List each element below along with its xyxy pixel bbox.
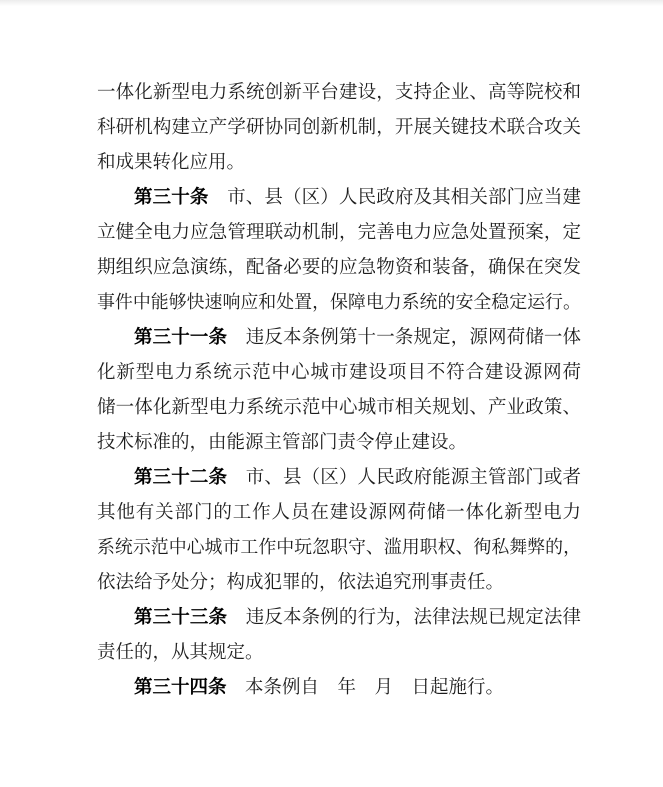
text-line — [97, 320, 581, 355]
text-line — [97, 355, 581, 390]
text-line — [97, 565, 581, 600]
line-text: 其他有关部门的工作人员在建设源网荷储一体化新型电力 — [97, 502, 581, 523]
line-text: 和成果转化应用。 — [97, 152, 246, 173]
text-line — [97, 495, 581, 530]
article-number: 第三十条 — [134, 187, 209, 208]
text-line — [97, 635, 581, 670]
line-text: 立健全电力应急管理联动机制，完善电力应急处置预案，定 — [97, 222, 581, 243]
text-line — [97, 600, 581, 635]
line-text: 违反本条例的行为，法律法规已规定法律 — [227, 607, 581, 628]
text-line — [97, 460, 581, 495]
line-text: 化新型电力系统示范中心城市建设项目不符合建设源网荷 — [97, 362, 581, 383]
line-text: 事件中能够快速响应和处置，保障电力系统的安全稳定运行。 — [97, 292, 581, 313]
line-text: 市、县（区）人民政府及其相关部门应当建 — [208, 187, 581, 208]
line-text: 储一体化新型电力系统示范中心城市相关规划、产业政策、 — [97, 397, 581, 418]
line-text: 违反本条例第十一条规定，源网荷储一体 — [227, 327, 581, 348]
document-text-block — [97, 75, 581, 705]
line-text: 市、县（区）人民政府能源主管部门或者 — [227, 467, 581, 488]
text-line — [97, 425, 581, 460]
text-line — [97, 75, 581, 110]
text-line — [97, 215, 581, 250]
text-line — [97, 180, 581, 215]
article-number: 第三十二条 — [134, 467, 228, 488]
article-number: 第三十四条 — [134, 677, 227, 698]
text-line — [97, 110, 581, 145]
line-text: 科研机构建立产学研协同创新机制，开展关键技术联合攻关 — [97, 117, 581, 138]
text-line — [97, 250, 581, 285]
text-line — [97, 530, 581, 565]
article-number: 第三十三条 — [134, 607, 228, 628]
text-line — [97, 285, 581, 320]
article-number: 第三十一条 — [134, 327, 228, 348]
text-line — [97, 145, 581, 180]
line-text: 依法给予处分；构成犯罪的，依法追究刑事责任。 — [97, 572, 505, 593]
line-text: 系统示范中心城市工作中玩忽职守、滥用职权、徇私舞弊的， — [97, 537, 581, 558]
line-text: 本条例自 年 月 日起施行。 — [226, 677, 505, 698]
text-line — [97, 390, 581, 425]
line-text: 期组织应急演练，配备必要的应急物资和装备，确保在突发 — [97, 257, 581, 278]
top-edge-shadow — [0, 0, 663, 6]
text-line — [97, 670, 581, 705]
line-text: 责任的，从其规定。 — [97, 642, 264, 663]
line-text: 一体化新型电力系统创新平台建设，支持企业、高等院校和 — [97, 82, 581, 103]
line-text: 技术标准的，由能源主管部门责令停止建设。 — [97, 432, 468, 453]
